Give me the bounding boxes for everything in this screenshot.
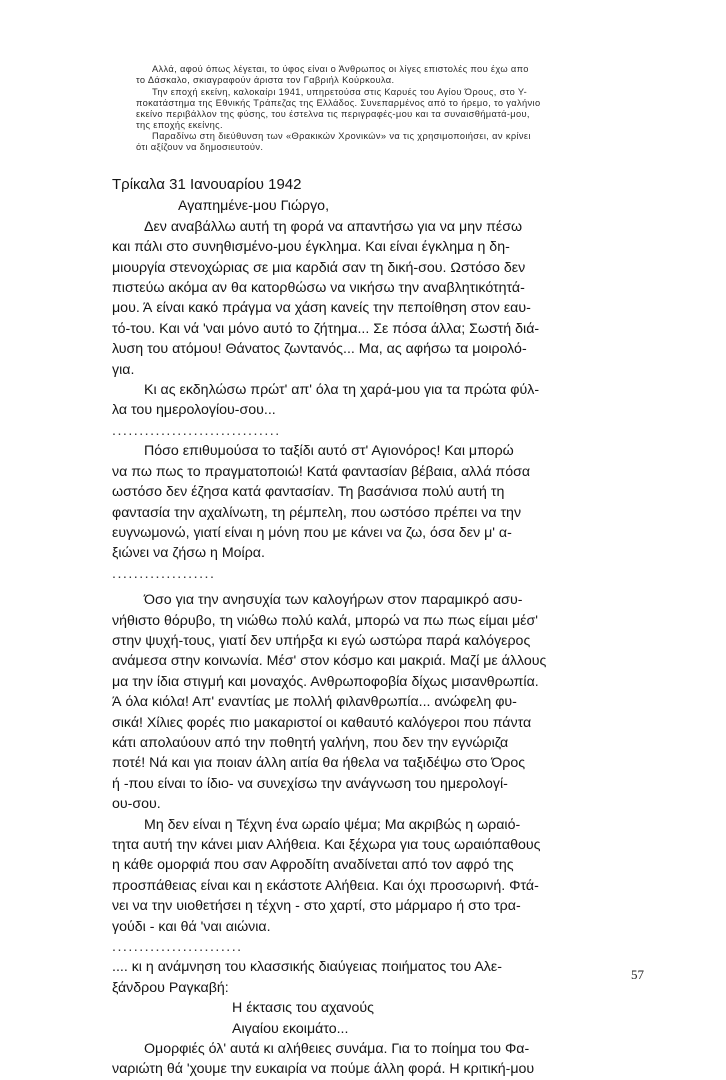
text-line: μου. Ά είναι κακό πράγμα να χάση κανείς την πεποίθηση στον εαυ-	[112, 300, 531, 317]
text-line: ξάνδρου Ραγκαβή:	[112, 979, 229, 996]
text-line: ποτέ! Νά και για ποιαν άλλη αιτία θα ήθελα να ταξιδέψω στο Όρος	[112, 755, 526, 772]
text-line: να πω πως το πραγματοποιώ! Κατά φαντασίαν βέβαια, αλλά πόσα	[112, 463, 531, 480]
text-line: .... κι η ανάμνηση του κλασσικής διαύγειας ποιήματος του Αλε-	[112, 959, 502, 976]
text-line: λυση του ατόμου! Θάνατος ζωντανός... Μα, ας αφήσω τα μοιρολό-	[112, 341, 527, 358]
intro-paragraph-1	[136, 64, 606, 86]
text-line: σικά! Χίλιες φορές πιο μακαριστοί οι καθαυτό καλόγεροι που πάντα	[112, 714, 532, 731]
text-line: κάτι απολαύουν από την ποθητή γαλήνη, που δεν την εγνώριζα	[112, 734, 509, 751]
intro-line: Αλλά, αφού όπως λέγεται, το ύφος είναι ο Άνθρωπος οι λίγες επιστολές που έχω απο	[152, 64, 529, 74]
intro-line: το Δάσκαλο, σκιαγραφούν άριστα τον Γαβριήλ Κούρκουλα.	[136, 74, 395, 85]
text-line: μιουργία στενοχώριας σε μια καρδιά σαν τη δική-σου. Ωστόσο δεν	[112, 259, 526, 276]
verse-quote	[112, 998, 609, 1039]
text-line: για.	[112, 361, 135, 378]
text-line: στην ψυχή-τους, γιατί δεν υπήρξα κι εγώ ωστώρα παρά καλόγερος	[112, 632, 531, 649]
verse-line: Αιγαίου εκοιμάτο...	[232, 1020, 349, 1037]
paragraph-6	[112, 957, 609, 998]
text-line: νει να την υιοθετήσει η τέχνη - στο χαρτί, στο μάρμαρο ή στο τρα-	[112, 898, 521, 915]
text-line: Ομορφιές όλ' αυτά κι αλήθειες συνάμα. Για το ποίημα του Φα-	[144, 1041, 530, 1058]
paragraph-4	[112, 590, 609, 814]
paragraph-7	[112, 1039, 609, 1080]
text-line: ξιώνει να ζήσω η Μοίρα.	[112, 545, 265, 562]
letter-body	[112, 175, 609, 1080]
paragraph-3	[112, 441, 609, 563]
text-line: ή -που είναι το ίδιο- να συνεχίσω την ανάγνωση του ημερολογί-	[112, 775, 508, 792]
intro-line: Την εποχή εκείνη, καλοκαίρι 1941, υπηρετούσα στις Καρυές του Αγίου Όρους, στο Υ-	[152, 86, 528, 97]
ellipsis-separator: ........................	[112, 939, 243, 956]
paragraph-5	[112, 815, 609, 937]
text-line: πιστεύω ακόμα αν θα κατορθώσω να νικήσω την αναβλητικότητά-	[112, 280, 525, 297]
paragraph-1	[112, 217, 609, 380]
intro-line: Παραδίνω στη διεύθυνση των «Θρακικών Χρονικών» να τις χρησιμοποιήσει, αν κρίνει	[152, 131, 531, 142]
intro-line: της εποχής εκείνης.	[136, 119, 223, 130]
intro-line: εκείνο περιβάλλον της φύσης, του έστελνα τις περιγραφές-μου και τα συναισθήματά-μου,	[136, 108, 530, 119]
text-line: Πόσο επιθυμούσα το ταξίδι αυτό στ' Αγιονόρος! Και μπορώ	[144, 443, 514, 460]
text-line: Κι ας εκδηλώσω πρώτ' απ' όλα τη χαρά-μου για τα πρώτα φύλ-	[144, 382, 540, 399]
intro-line: ότι αξίζουν να δημοσιευτούν.	[136, 142, 264, 153]
ellipsis-separator: ...............................	[112, 422, 281, 439]
text-line: ναριώτη θά 'χουμε την ευκαιρία να πούμε άλλη φορά. Η κριτική-μου	[112, 1061, 535, 1078]
text-line: λα του ημερολογίου-σου...	[112, 402, 276, 419]
intro-note	[136, 64, 606, 153]
text-line: ανάμεσα στην κοινωνία. Μέσ' στον κόσμο και μακριά. Μαζί με άλλους	[112, 653, 547, 670]
verse-line: Η έκτασις του αχανούς	[232, 1000, 374, 1017]
text-line: ου-σου.	[112, 796, 161, 813]
text-line: η κάθε ομορφιά που σαν Αφροδίτη αναδίνεται από τον αφρό της	[112, 857, 514, 874]
intro-paragraph-2	[136, 87, 606, 131]
text-line: ωστόσο δεν έζησα κατά φαντασίαν. Τη βασάνισα πολύ αυτή τη	[112, 484, 505, 501]
text-line: ευγνωμονώ, γιατί είναι η μόνη που με κάνει να ζω, όσα δεν μ' α-	[112, 524, 512, 541]
intro-paragraph-3	[136, 131, 606, 153]
text-line: τό-του. Και νά 'ναι μόνο αυτό το ζήτημα... Σε πόσα άλλα; Σωστή διά-	[112, 320, 540, 337]
text-line: γούδι - και θά 'ναι αιώνια.	[112, 918, 271, 935]
text-line: μα την ίδια στιγμή και μοναχός. Ανθρωποφοβία δίχως μισανθρωπία.	[112, 673, 539, 690]
ellipsis-separator: ...................	[112, 565, 216, 582]
page-number: 57	[631, 967, 644, 982]
text-line: και πάλι στο συνηθισμένο-μου έγκλημα. Και είναι έγκλημα η δη-	[112, 239, 510, 256]
text-line: Ά όλα κιόλα! Απ' εναντίας με πολλή φιλανθρωπία... ανώφελη φυ-	[112, 694, 517, 711]
text-line: προσπάθειας είναι και η εκάστοτε Αλήθεια. Και όχι προσωρινή. Φτά-	[112, 877, 539, 894]
text-line: Όσο για την ανησυχία των καλογήρων στον παραμικρό ασυ-	[144, 592, 523, 609]
letter-salutation: Αγαπημένε-μου Γιώργο,	[178, 198, 330, 215]
text-line: τητα αυτή την κάνει μιαν Αλήθεια. Και ξέχωρα για τους ωραιόπαθους	[112, 837, 541, 853]
paragraph-2	[112, 380, 609, 421]
text-line: νήθιστο θόρυβο, τη νιώθω πολύ καλά, μπορώ να πω πως είμαι μέσ'	[112, 612, 538, 629]
letter-dateline: Τρίκαλα 31 Ιανουαρίου 1942	[112, 176, 302, 193]
text-line: φαντασία την αχαλίνωτη, τη ρέμπελη, που ωστόσο πρέπει να την	[112, 504, 522, 521]
text-line: Μη δεν είναι η Τέχνη ένα ωραίο ψέμα; Μα ακριβώς η ωραιό-	[144, 816, 521, 833]
intro-line: ποκατάστημα της Εθνικής Τράπεζας της Ελλάδος. Συνεπαρμένος από το ήρεμο, το γαλήνιο	[136, 97, 541, 108]
text-line: Δεν αναβάλλω αυτή τη φορά να απαντήσω για να μην πέσω	[144, 218, 523, 235]
